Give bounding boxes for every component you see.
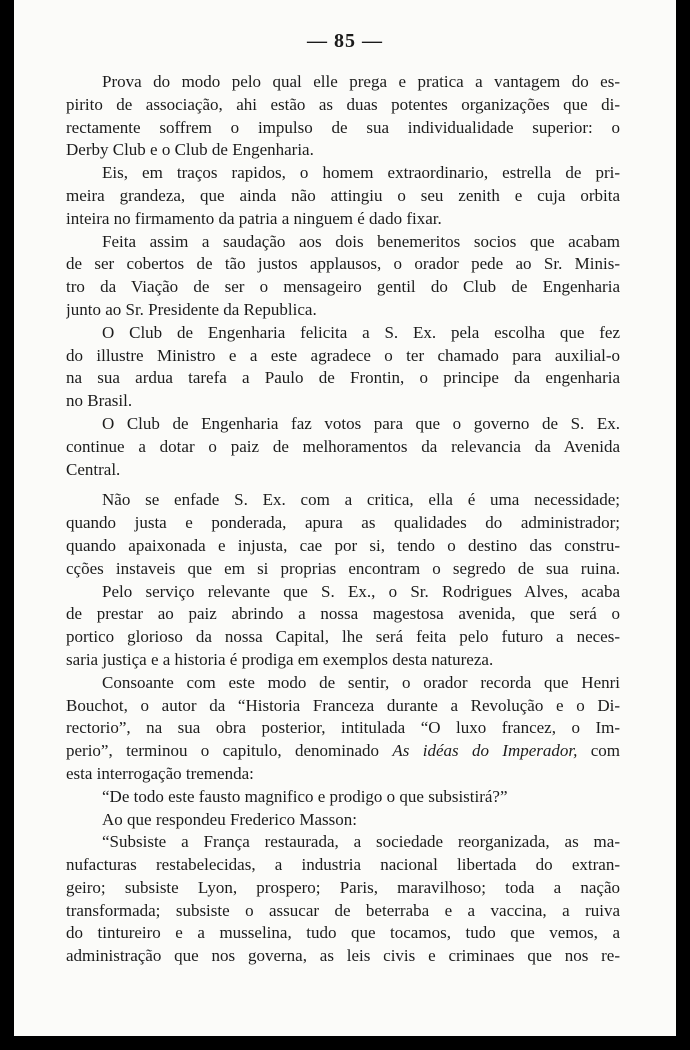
text-line: Ao que respondeu Frederico Masson: — [102, 809, 357, 829]
text-line: meira grandeza, que ainda não attingiu o seu zenith e cuja orbita — [66, 185, 620, 205]
text-line: portico glorioso da nossa Capital, lhe será feita pelo futuro a neces- — [66, 627, 620, 647]
text-line: geiro; subsiste Lyon, prospero; Paris, maravilhoso; toda a nação — [66, 877, 620, 897]
text-line: quando apaixonada e injusta, cae por si, tendo o destino das constru- — [66, 535, 620, 555]
text-line: continue a dotar o paiz de melhoramentos da relevancia da Avenida — [66, 436, 620, 456]
text-line: quando justa e ponderada, apura as qualidades do administrador; — [66, 513, 620, 533]
text-line: Bouchot, o autor da “Historia Franceza durante a Revolução e o Di- — [66, 695, 620, 715]
text-line: O Club de Engenharia felicita a S. Ex. pela escolha que fez — [102, 322, 620, 342]
body-text — [66, 71, 620, 968]
text-line: Derby Club e o Club de Engenharia. — [66, 140, 314, 160]
paragraph-gap — [66, 481, 620, 489]
page-number: — 85 — — [307, 30, 383, 52]
text-line: junto ao Sr. Presidente da Republica. — [66, 299, 317, 319]
text-line: Eis, em traços rapidos, o homem extraordinario, estrella de pri- — [102, 163, 620, 183]
text-line: na sua ardua tarefa a Paulo de Frontin, o principe da engenharia — [66, 368, 620, 388]
text-line: esta interrogação tremenda: — [66, 763, 254, 783]
text-line: tro da Viação de ser o mensageiro gentil do Club de Engenharia — [66, 277, 620, 297]
text-line — [66, 740, 620, 763]
text-line: “Subsiste a França restaurada, a sociedade reorganizada, as ma- — [102, 832, 620, 852]
text-line: no Brasil. — [66, 391, 133, 411]
text-line: administração que nos governa, as leis civis e criminaes que nos re- — [66, 946, 620, 966]
text-line: do tintureiro e a musselina, tudo que tocamos, tudo que vemos, a — [66, 923, 620, 943]
text-line: Consoante com este modo de sentir, o orador recorda que Henri — [102, 672, 620, 692]
text-line: “De todo este fausto magnifico e prodigo o que subsistirá?” — [102, 786, 508, 806]
italic-title: As idéas do Imperador, — [392, 741, 578, 761]
text-line: saria justiça e a historia é prodiga em exemplos desta natureza. — [66, 649, 494, 669]
text-segment: com — [577, 741, 620, 761]
text-line: de ser cobertos de tão justos applausos, o orador pede ao Sr. Minis- — [66, 254, 620, 274]
text-line: nufacturas restabelecidas, a industria nacional libertada do extran- — [66, 855, 620, 875]
text-line: Prova do modo pelo qual elle prega e pratica a vantagem do es- — [102, 72, 620, 91]
text-line: Não se enfade S. Ex. com a critica, ella é uma necessidade; — [102, 490, 620, 510]
text-line: do illustre Ministro e a este agradece o ter chamado para auxilial-o — [66, 345, 620, 365]
text-line: inteira no firmamento da patria a ninguem é dado fixar. — [66, 208, 442, 228]
book-page — [14, 0, 676, 1036]
text-line: transformada; subsiste o assucar de beterraba e a vaccina, a ruiva — [66, 900, 620, 920]
text-line: Feita assim a saudação aos dois benemeritos socios que acabam — [102, 231, 620, 251]
text-line: cções instaveis que em si proprias encontram o segredo de sua ruina. — [66, 558, 620, 578]
text-line: rectorio”, na sua obra posterior, intitulada “O luxo francez, o Im- — [66, 718, 620, 738]
text-line: Pelo serviço relevante que S. Ex., o Sr. Rodrigues Alves, acaba — [102, 581, 620, 601]
text-line: Central. — [66, 459, 121, 479]
text-line: rectamente soffrem o impulso de sua individualidade superior: o — [66, 117, 620, 137]
text-line: de prestar ao paiz abrindo a nossa magestosa avenida, que será o — [66, 604, 620, 624]
text-line: O Club de Engenharia faz votos para que o governo de S. Ex. — [102, 413, 620, 433]
text-line: pirito de associação, ahi estão as duas potentes organizações que di- — [66, 94, 620, 114]
text-segment: perio”, terminou o capitulo, denominado — [66, 741, 393, 761]
